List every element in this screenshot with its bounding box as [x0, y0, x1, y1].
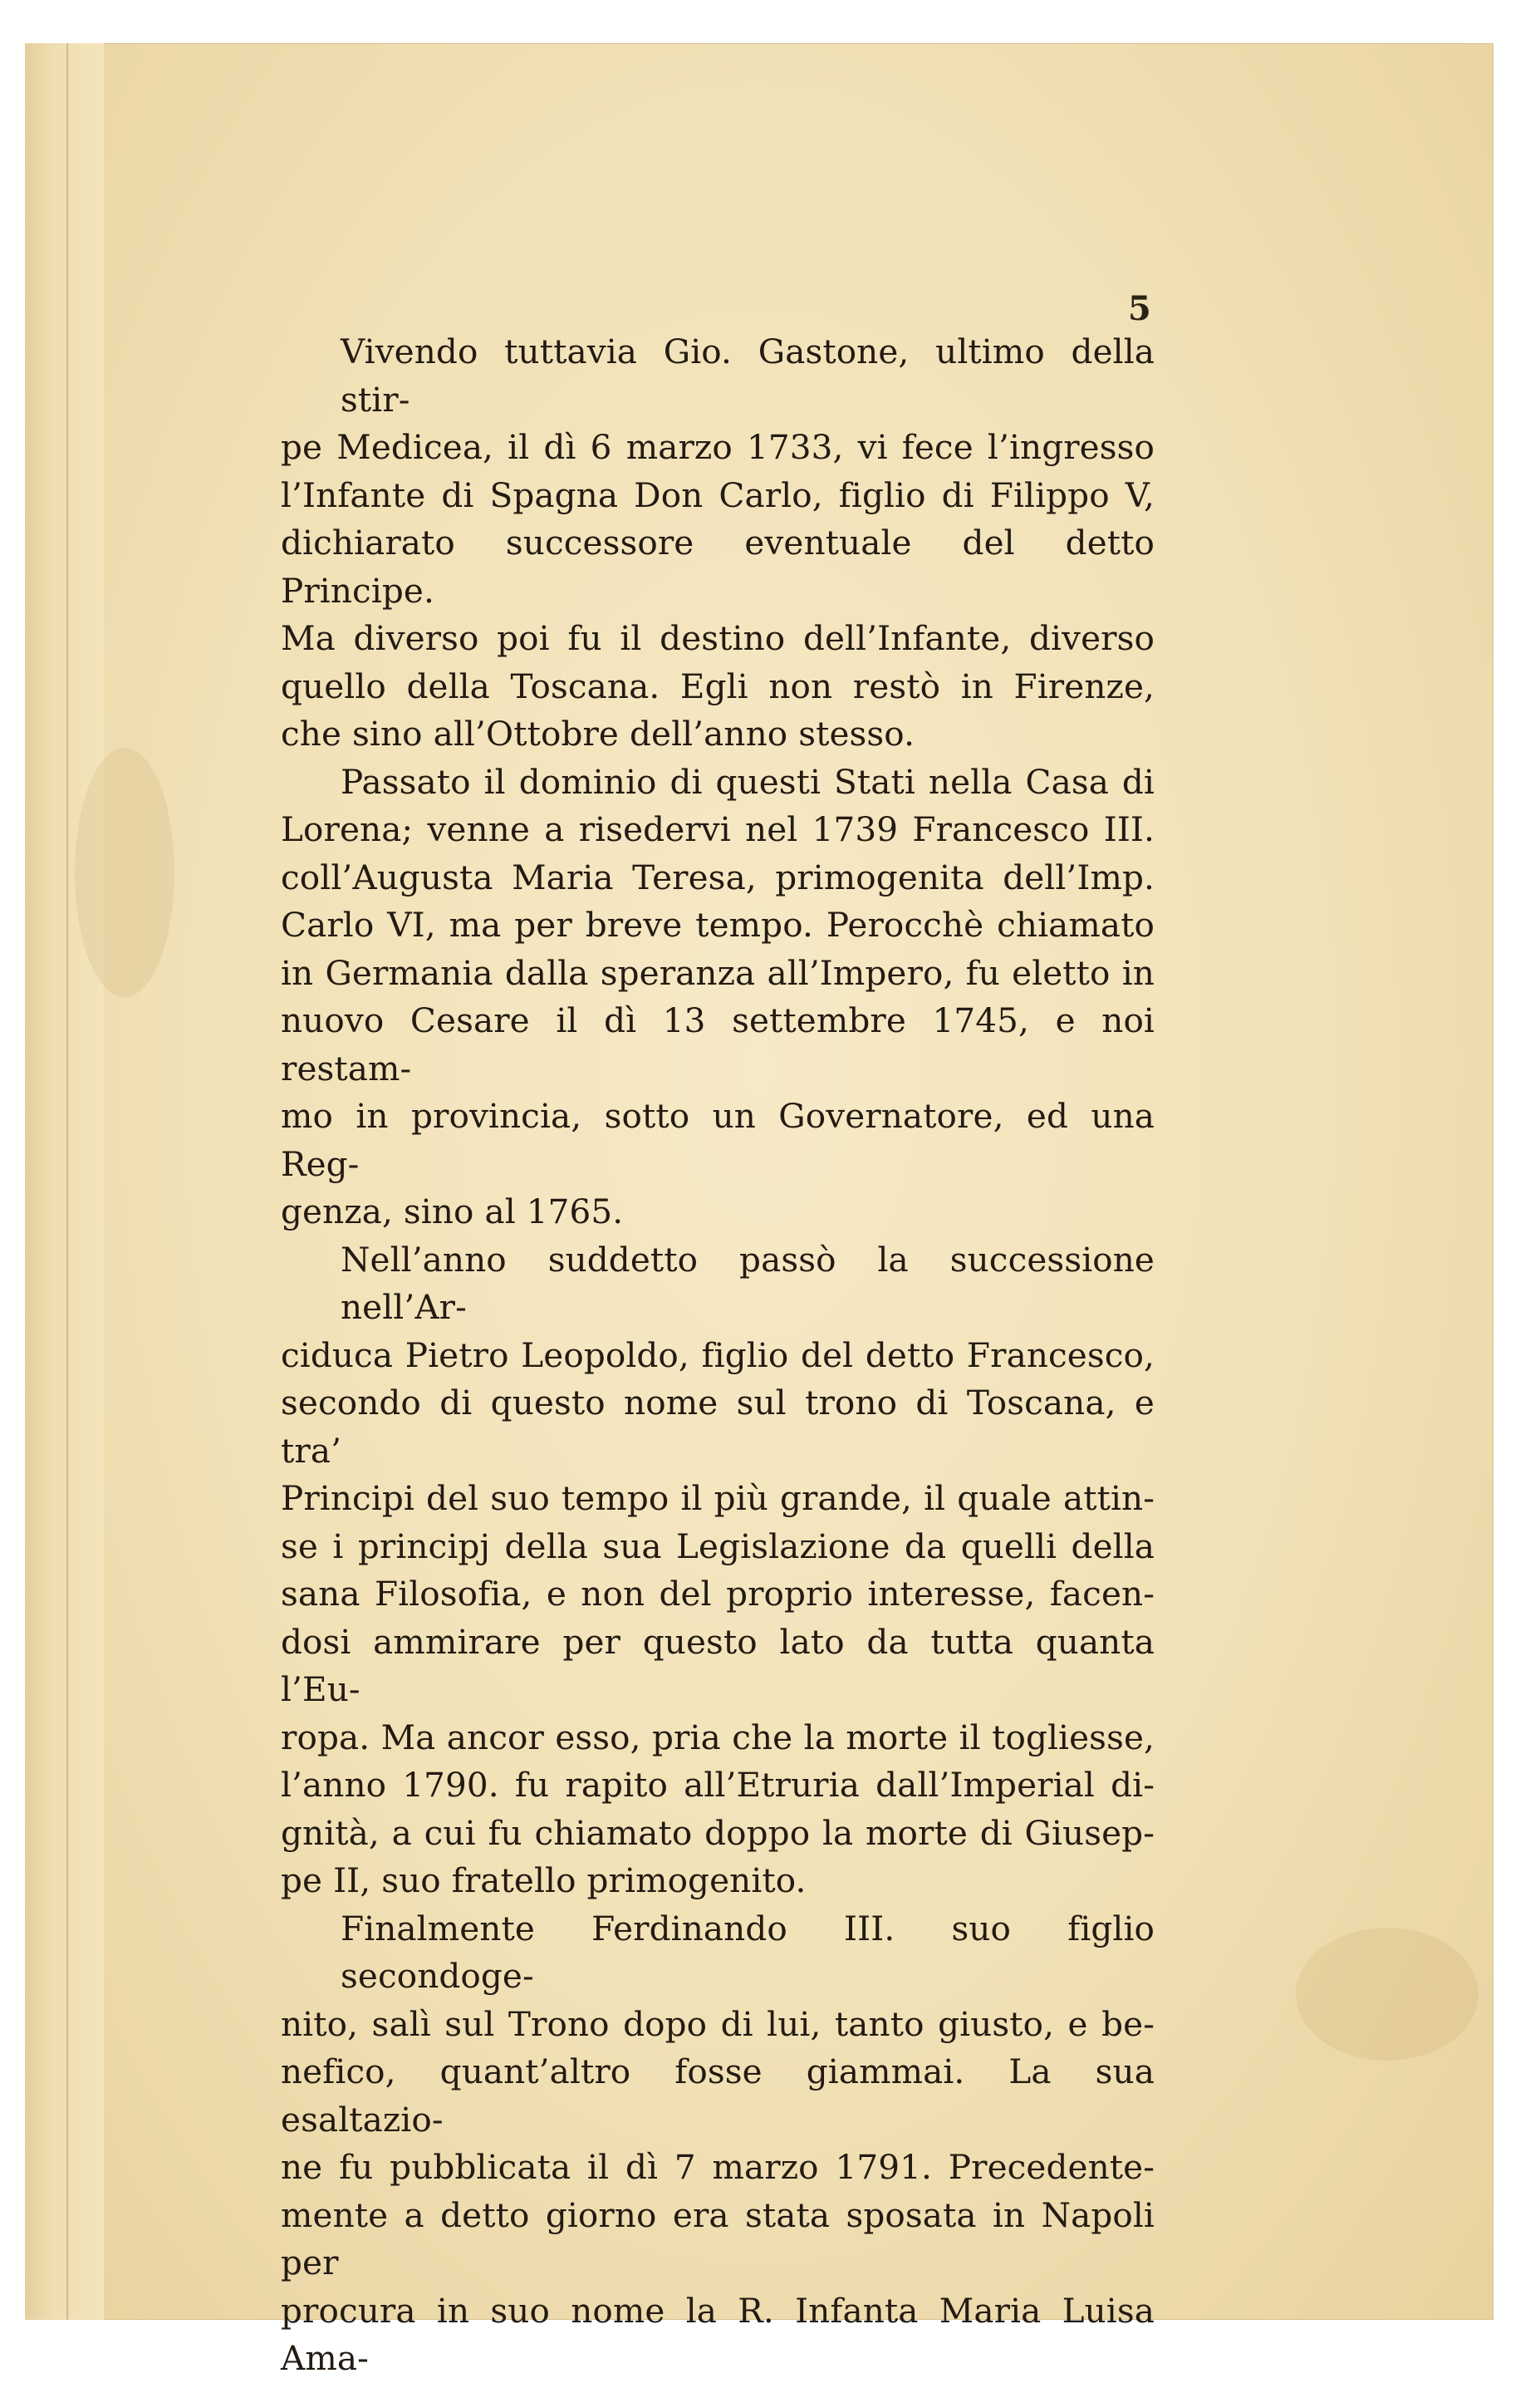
text-line: Principi del suo tempo il più grande, il quale attin-: [281, 1478, 1155, 1518]
text-line: nefico, quant’altro fosse giammai. La sua esaltazio-: [281, 2051, 1155, 2140]
text-line: dosi ammirare per questo lato da tutta quanta l’Eu-: [281, 1621, 1155, 1709]
text-line: procura in suo nome la R. Infanta Maria Luisa Ama-: [281, 2290, 1155, 2378]
text-line: Vivendo tuttavia Gio. Gastone, ultimo della stir-: [341, 332, 1155, 420]
text-line: sana Filosofia, e non del proprio interesse, facen-: [281, 1574, 1155, 1614]
text-line: ciduca Pietro Leopoldo, figlio del detto Francesco,: [281, 1334, 1155, 1375]
text-line: nuovo Cesare il dì 13 settembre 1745, e noi restam-: [281, 1000, 1155, 1088]
text-line: se i principj della sua Legislazione da quelli della: [281, 1526, 1155, 1566]
text-line: mente a detto giorno era stata sposata in Napoli per: [281, 2194, 1155, 2282]
page-number: 5: [1128, 289, 1151, 328]
binding-fold-line: [66, 43, 68, 2320]
text-line: l’Infante di Spagna Don Carlo, figlio di Filippo V,: [281, 474, 1155, 515]
text-line: mo in provincia, sotto un Governatore, ed una Reg-: [281, 1096, 1155, 1184]
text-line: Finalmente Ferdinando III. suo figlio secondoge-: [341, 1908, 1155, 1996]
text-line: in Germania dalla speranza all’Impero, fu eletto in: [281, 952, 1155, 993]
text-line: Ma diverso poi fu il destino dell’Infante, diverso: [281, 618, 1155, 658]
paragraph: [281, 1236, 1155, 1905]
paragraph: [281, 328, 1155, 759]
text-line: quello della Toscana. Egli non restò in Firenze,: [281, 666, 1155, 706]
text-line: ropa. Ma ancor esso, pria che la morte il togliesse,: [281, 1717, 1155, 1757]
text-line: che sino all’Ottobre dell’anno stesso.: [281, 714, 915, 754]
paragraph: [281, 1905, 1155, 2383]
text-line: Passato il dominio di questi Stati nella Casa di: [341, 761, 1155, 802]
text-line: pe II, suo fratello primogenito.: [281, 1860, 807, 1900]
body-text: [281, 328, 1155, 2383]
text-line: pe Medicea, il dì 6 marzo 1733, vi fece l’ingresso: [281, 427, 1155, 467]
text-line: nito, salì sul Trono dopo di lui, tanto giusto, e be-: [281, 2003, 1155, 2044]
text-line: ne fu pubblicata il dì 7 marzo 1791. Precedente-: [281, 2147, 1155, 2187]
paper-stain: [75, 748, 174, 997]
text-line: genza, sino al 1765.: [281, 1192, 624, 1231]
text-line: Nell’anno suddetto passò la successione nell’Ar-: [341, 1239, 1155, 1327]
paper-stain: [1296, 1928, 1479, 2061]
binding-gutter: [25, 43, 104, 2320]
text-line: Carlo VI, ma per breve tempo. Perocchè chiamato: [281, 905, 1155, 945]
text-line: Lorena; venne a risedervi nel 1739 Francesco III.: [281, 809, 1155, 849]
text-line: l’anno 1790. fu rapito all’Etruria dall’Imperial di-: [281, 1765, 1155, 1805]
text-line: gnità, a cui fu chiamato doppo la morte di Giusep-: [281, 1812, 1155, 1853]
text-line: secondo di questo nome sul trono di Toscana, e tra’: [281, 1383, 1155, 1471]
paragraph: [281, 759, 1155, 1236]
text-line: dichiarato successore eventuale del detto Principe.: [281, 523, 1155, 611]
text-line: coll’Augusta Maria Teresa, primogenita dell’Imp.: [281, 857, 1155, 897]
